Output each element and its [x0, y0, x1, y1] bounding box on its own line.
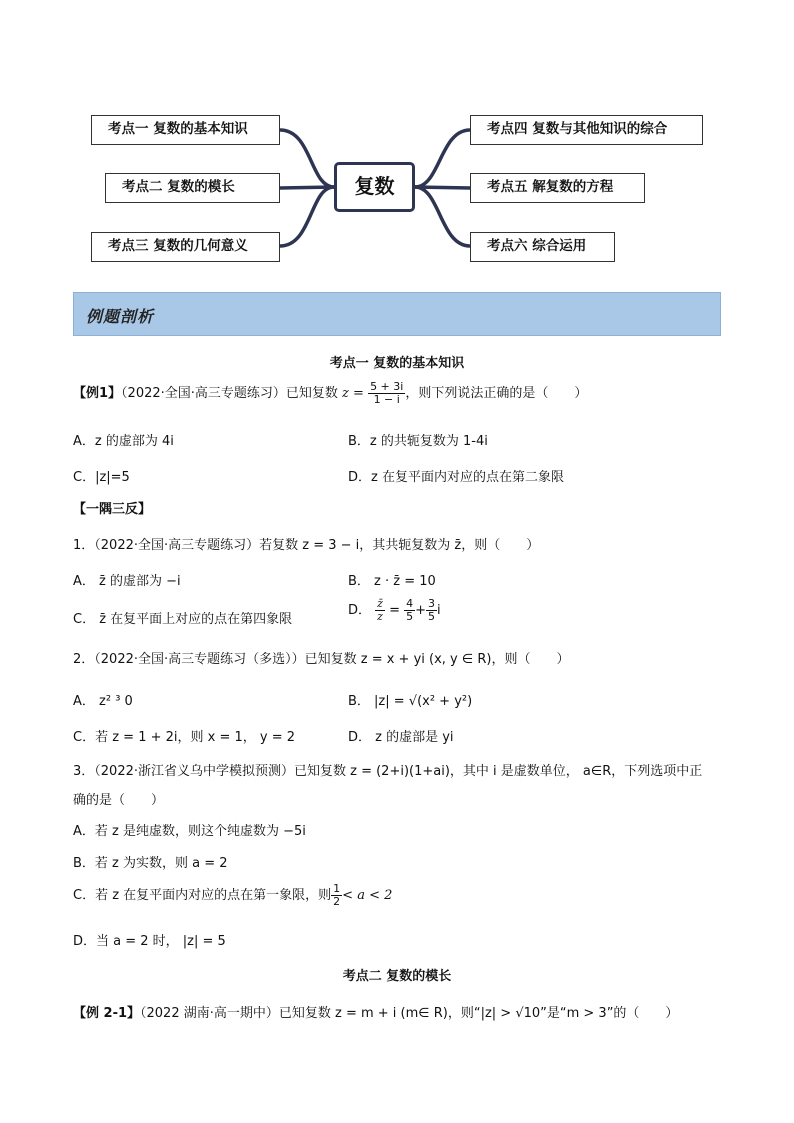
example-1-option-b: B．z 的共轭复数为 1-4i: [348, 434, 488, 449]
example-tag: 【例 2-1】: [73, 1006, 141, 1021]
mindmap-node-kaodian-1: 考点一 复数的基本知识: [91, 115, 280, 145]
question-1-option-b: B． z · z̄ = 10: [348, 574, 436, 589]
question-3-option-c: [73, 883, 392, 908]
example-tag: 【例1】: [73, 386, 122, 401]
example-1-stem-b: ，则下列说法正确的是（ ）: [405, 386, 588, 401]
question-2-option-a: A． z² ³ 0: [73, 694, 133, 709]
fraction-numerator: 5 + 3i: [370, 380, 404, 393]
fraction-denominator: 2: [333, 895, 341, 908]
example-1-fraction: [368, 381, 405, 406]
mindmap-center-node: 复数: [334, 162, 415, 212]
fraction-numerator: 3: [428, 597, 436, 610]
example-1-stem: [73, 381, 587, 406]
fraction-denominator: z: [377, 610, 383, 623]
mindmap-node-kaodian-3: 考点三 复数的几何意义: [91, 232, 280, 262]
question-1-option-a: A． z̄ 的虚部为 −i: [73, 574, 181, 589]
fraction-numerator: 1: [333, 882, 341, 895]
option-c-inequality: < a < 2: [342, 888, 393, 903]
question-2-option-b: B． |z| = √(x² + y²): [348, 694, 473, 709]
example-1-stem-a: （2022·全国·高三专题练习）已知复数: [121, 386, 338, 401]
example-2-1-text: （2022 湖南·高一期中）已知复数 z = m + i (m∈ R)，则“|z| > √10”是“m > 3”的（ ）: [140, 1006, 679, 1021]
question-3-option-d: D．当 a = 2 时， |z| = 5: [73, 934, 226, 949]
example-1-option-d: D．z 在复平面内对应的点在第二象限: [348, 470, 564, 485]
fraction-denominator: 5: [406, 610, 414, 623]
mindmap-node-kaodian-6: 考点六 综合运用: [470, 232, 615, 262]
fraction-denominator: 5: [428, 610, 436, 623]
example-1-option-c: C．|z|=5: [73, 470, 130, 485]
example-1-option-a: A．z 的虚部为 4i: [73, 434, 174, 449]
mindmap-node-kaodian-4: 考点四 复数与其他知识的综合: [470, 115, 703, 145]
imaginary-unit: i: [437, 603, 441, 618]
fraction-denominator: 1 − i: [373, 393, 400, 406]
option-c-text: C．若 z 在复平面内对应的点在第一象限，则: [73, 888, 332, 903]
example-1-formula: z =: [342, 386, 364, 401]
question-2-option-c: C．若 z = 1 + 2i，则 x = 1， y = 2: [73, 730, 296, 745]
question-1-stem: 1．（2022·全国·高三专题练习）若复数 z = 3 − i，其共轭复数为 z̄，则（ ）: [73, 538, 540, 553]
plus-sign: +: [415, 603, 427, 618]
question-3-option-b: B．若 z 为实数，则 a = 2: [73, 856, 228, 871]
section-banner: [73, 292, 721, 336]
question-3-stem-line-1: 3．（2022·浙江省义乌中学模拟预测）已知复数 z = (2+i)(1+ai)，其中 i 是虚数单位， a∈R，下列选项中正: [73, 764, 703, 779]
question-1-option-d: [348, 598, 441, 623]
fraction-numerator: z̄: [377, 597, 383, 610]
mindmap-node-kaodian-5: 考点五 解复数的方程: [470, 173, 645, 203]
three-fifths-fraction: [426, 598, 437, 623]
option-label: D．: [348, 603, 372, 618]
example-2-1-stem: [73, 1002, 678, 1021]
question-3-stem-line-2: 确的是（ ）: [73, 793, 165, 808]
yiyu-sanfan-heading: 【一隅三反】: [73, 502, 152, 517]
section-heading-1: 考点一 复数的基本知识: [329, 356, 465, 371]
question-2-option-d: D． z 的虚部是 yi: [348, 730, 454, 745]
equals-sign: =: [389, 603, 400, 618]
question-1-option-c: C． z̄ 在复平面上对应的点在第四象限: [73, 612, 293, 627]
mindmap-node-kaodian-2: 考点二 复数的模长: [105, 173, 280, 203]
banner-title: 例题剖析: [86, 307, 155, 326]
fraction-numerator: 4: [406, 597, 414, 610]
four-fifths-fraction: [404, 598, 415, 623]
section-heading-2: 考点二 复数的模长: [342, 969, 452, 984]
conj-over-z-fraction: [375, 598, 385, 623]
one-half-fraction: [331, 883, 342, 908]
question-3-option-a: A．若 z 是纯虚数，则这个纯虚数为 −5i: [73, 824, 306, 839]
question-2-stem: 2．（2022·全国·高三专题练习（多选））已知复数 z = x + yi (x, y ∈ R)，则（ ）: [73, 652, 570, 667]
